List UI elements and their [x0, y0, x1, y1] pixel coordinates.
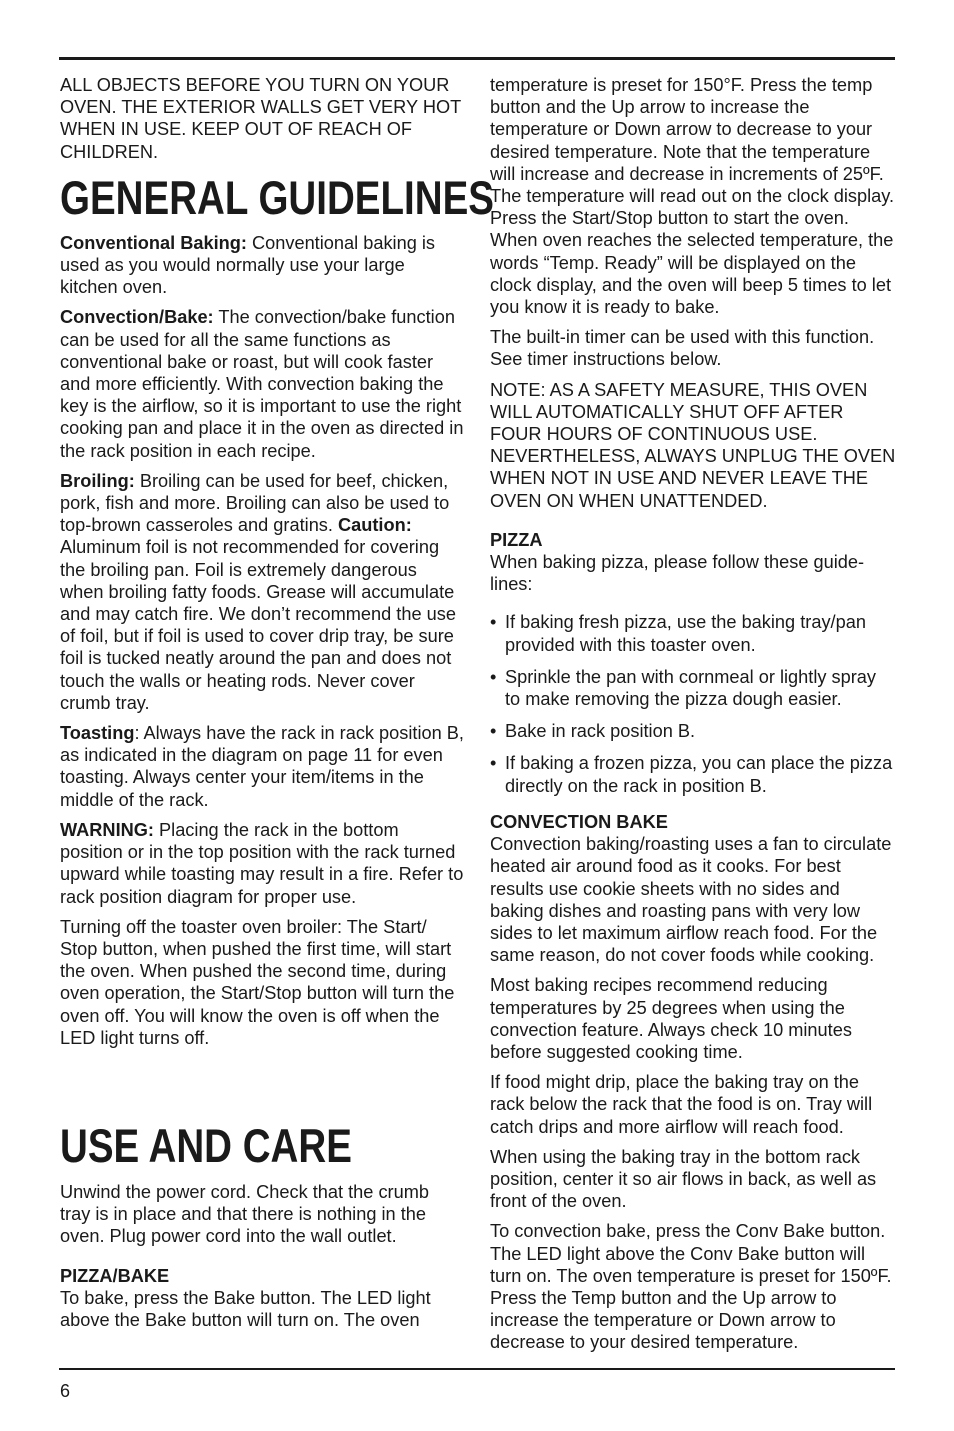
pizza-bake-text: To bake, press the Bake button. The LED light above the Bake button will turn on. The oven — [60, 1287, 431, 1330]
warning-paragraph — [60, 819, 464, 908]
caution-text: Aluminum foil is not recommended for covering the broiling pan. Foil is extremely dangerous when broiling fatty foods. Grease will accumulate and may catch fire. We don’t recommend the use of foil, but if foil is used to cover drip tray, be sure foil is tucked neatly around the pan and does not touch the walls or heating rods. Never cover crumb tray. — [60, 537, 456, 713]
convection-paragraph: When using the baking tray in the bottom rack position, center it so air flows in back, as well as front of the oven. — [490, 1146, 877, 1212]
pizza-bullet-list — [490, 611, 896, 796]
convection-bake-text: The convection/bake function can be used for all the same functions as conventional bake or roast, but will cook faster and more efficiently. With convection baking the key is the airflow, so it is important to use the right cooking pan and place it in the oven as directed in the rack position in each recipe. — [60, 307, 464, 461]
toasting-text: : Always have the rack in rack position B, as indicated in the diagram on page 11 for even toasting. Always center your item/items in the middle of the rack. — [60, 723, 464, 810]
pizza-bullet-item: • Sprinkle the pan with cornmeal or lightly spray to make removing the pizza dough easier. — [490, 666, 896, 710]
pizza-bake-continued: temperature is preset for 150°F. Press the temp button and the Up arrow to increase the temperature or Down arrow to decrease to your desired temperature. Note that the temperature will increase and decrease in increments of 25ºF. The temperature will read out on the clock display. Press the Start/Stop button to start the oven. When oven reaches the selected temperature, the words “Temp. Ready” will be displayed on the clock display, and the oven will beep 5 times to let you know it is ready to bake. — [490, 75, 895, 318]
convection-paragraph: Convection baking/roasting uses a fan to circulate heated air around food as it cooks. For best results use cookie sheets with no sides and baking dishes and roasting pans with very low sides to let maximum airflow reach food. For the same reason, do not cover foods while cooking. — [490, 834, 892, 966]
convection-bake-term: Convection/Bake: — [60, 307, 214, 328]
convection-bake-paragraph — [60, 306, 464, 461]
caution-term: Caution: — [338, 515, 412, 536]
broiling-text: Broiling can be used for beef, chicken, pork, fish and more. Broiling can also be used to top-brown casseroles and gratins. — [60, 470, 450, 536]
intro-warning: ALL OBJECTS BEFORE YOU TURN ON YOUR OVEN. THE EXTERIOR WALLS GET VERY HOT WHEN IN USE. KEEP OUT OF REACH OF CHILDREN. — [60, 75, 461, 162]
use-and-care-heading: USE AND CARE — [60, 1118, 352, 1172]
conventional-baking-paragraph — [60, 232, 464, 299]
pizza-bake-heading: PIZZA/BAKE — [60, 1265, 170, 1286]
pizza-intro: When baking pizza, please follow these guide-lines: — [490, 552, 865, 595]
convection-paragraph: Most baking recipes recommend reducing temperatures by 25 degrees when using the convection feature. Always check 10 minutes before suggested cooking time. — [490, 975, 852, 1062]
broiling-paragraph — [60, 470, 464, 714]
pizza-heading: PIZZA — [490, 529, 543, 550]
broiling-term: Broiling: — [60, 470, 135, 491]
conventional-baking-text: Conventional baking is used as you would normally use your large kitchen oven. — [60, 232, 435, 298]
use-and-care-intro: Unwind the power cord. Check that the crumb tray is in place and that there is nothing in the oven. Plug power cord into the wall outlet. — [60, 1181, 429, 1247]
pizza-bullet-item: • Bake in rack position B. — [490, 720, 896, 742]
conventional-baking-term: Conventional Baking: — [60, 232, 247, 253]
toasting-term: Toasting — [60, 723, 135, 744]
page-number: 6 — [60, 1381, 71, 1401]
warning-text: Placing the rack in the bottom position or in the top position with the rack turned upward while toasting may result in a fire. Refer to rack position diagram for proper use. — [60, 819, 464, 907]
right-column — [490, 74, 896, 1362]
left-column — [60, 74, 494, 1339]
pizza-bullet-item: • If baking fresh pizza, use the baking tray/pan provided with this toaster oven. — [490, 611, 896, 655]
convection-paragraph: If food might drip, place the baking tray on the rack below the rack that the food is on. Tray will catch drips and more airflow will reach food. — [490, 1072, 873, 1137]
convection-bake-heading: CONVECTION BAKE — [490, 811, 668, 832]
toasting-paragraph — [60, 722, 464, 811]
general-guidelines-heading: GENERAL GUIDELINES — [60, 170, 494, 224]
safety-note: NOTE: AS A SAFETY MEASURE, THIS OVEN WILL AUTOMATICALLY SHUT OFF AFTER FOUR HOURS OF CONTINUOUS USE. NEVERTHELESS, ALWAYS UNPLUG THE OVEN WHEN NOT IN USE AND NEVER LEAVE THE OVEN ON WHEN UNATTENDED. — [490, 379, 896, 511]
convection-paragraph: To convection bake, press the Conv Bake button. The LED light above the Conv Bake button will turn on. The oven temperature is preset for 150ºF. Press the Temp button and the Up arrow to increase the temperature or Down arrow to decrease to your desired temperature. — [490, 1221, 892, 1353]
pizza-bullet-item: • If baking a frozen pizza, you can place the pizza directly on the rack in position B. — [490, 752, 896, 796]
turning-off-paragraph: Turning off the toaster oven broiler: The Start/ Stop button, when pushed the first time, will start the oven. When pushed the second time, during oven operation, the Start/Stop button will turn the oven off. You will know the oven is off when the LED light turns off. — [60, 916, 455, 1048]
warning-term: WARNING: — [60, 819, 154, 840]
timer-note: The built-in timer can be used with this function. See timer instructions below. — [490, 327, 875, 370]
top-rule — [59, 57, 895, 60]
bottom-rule — [59, 1368, 895, 1370]
